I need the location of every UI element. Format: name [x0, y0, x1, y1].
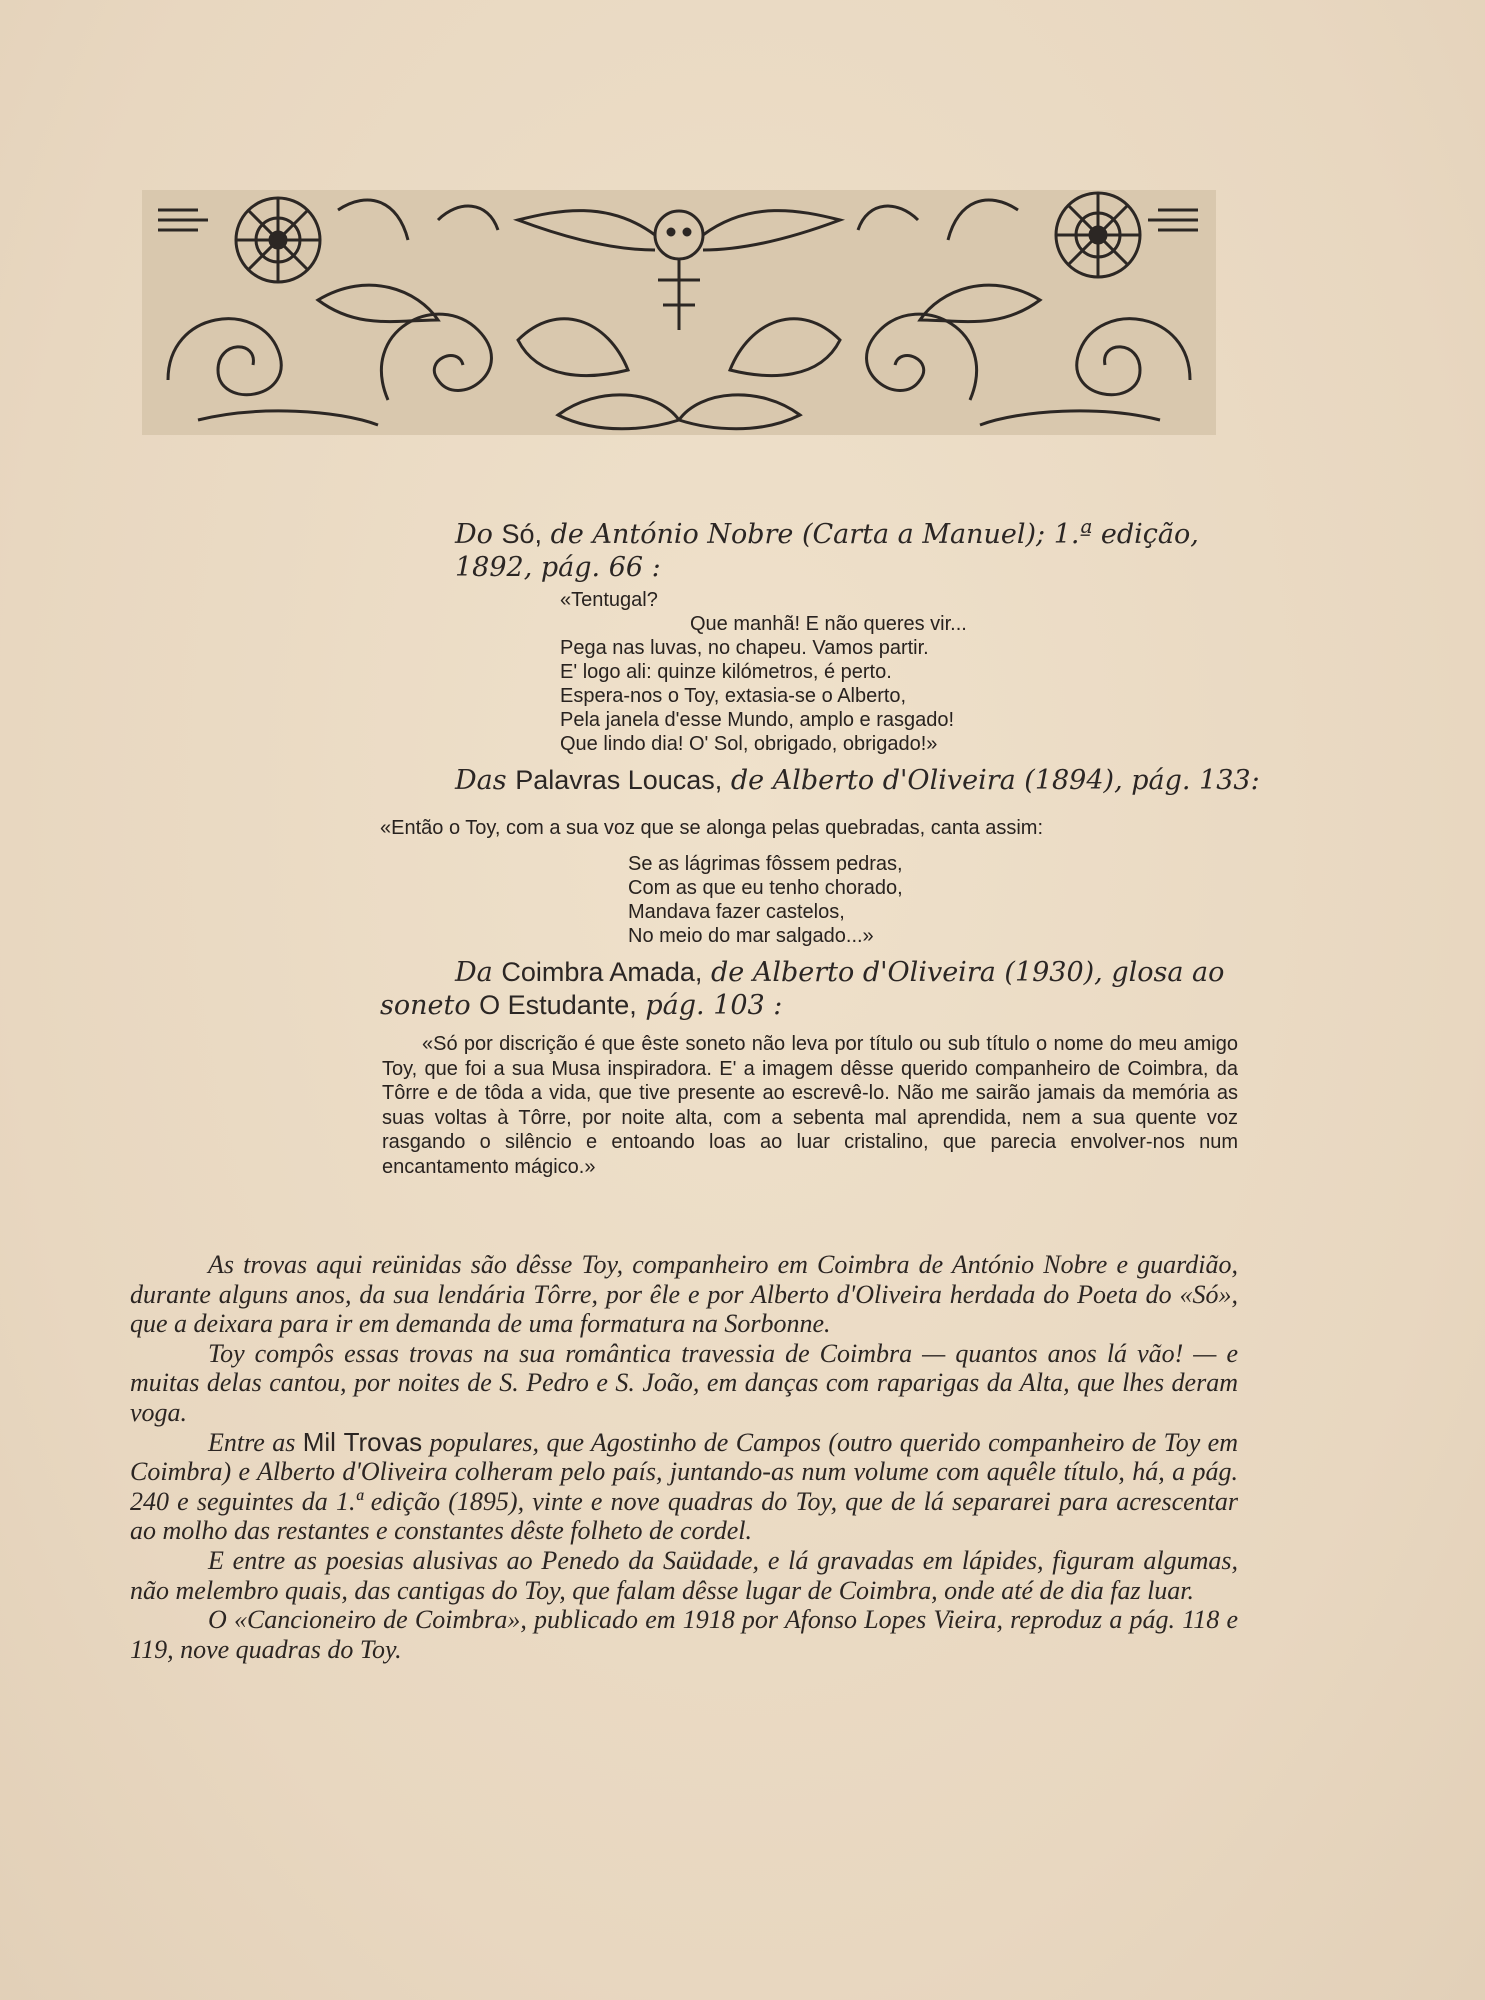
paragraph: Toy compôs essas trovas na sua romântica travessia de Coimbra — quantos anos lá vão! — e muitas delas cantou, por noites de S. Pedro e S. João, em danças com raparigas da Alta, que lhes deram voga.: [130, 1338, 1238, 1427]
paragraph: As trovas aqui reünidas são dêsse Toy, companheiro em Coimbra de António Nobre e guardião, durante alguns anos, da sua lendária Tôrre, por êle e por Alberto d'Oliveira herdada do Poeta do «Só», que a deixara para ir em demanda de uma formatura na Sorbonne.: [130, 1250, 1238, 1339]
verse-line: Com as que eu tenho chorado,: [628, 877, 903, 899]
verse-line: Que lindo dia! O' Sol, obrigado, obrigado!»: [560, 733, 938, 755]
quote3-text: «Só por discrição é que êste soneto não leva por título ou sub título o nome do meu amigo Toy, que foi a sua Musa inspiradora. E' a imagem dêsse querido companheiro de Coimbra, da Tôrre e de tôda a vida, que tive presente ao escrevê-lo. Não me sairão jamais da memória as suas voltas à Tôrre, por noite alta, com a sebenta mal aprendida, nem a sua quente voz rasgando o silêncio e entoando loas ao luar cristalino, que parecia envolver-nos num encantamento mágico.»: [382, 1033, 1238, 1178]
quote1-heading: Do Só, de António Nobre (Carta a Manuel); 1.ª edição, 1892, pág. 66 :: [455, 519, 1199, 583]
verse-line: Pega nas luvas, no chapeu. Vamos partir.: [560, 637, 929, 659]
quote1-verse: [560, 588, 1080, 756]
quote2-heading: Das Palavras Loucas, de Alberto d'Oliveira (1894), pág. 133:: [455, 765, 1260, 796]
verse-line: No meio do mar salgado...»: [628, 925, 874, 947]
quote2-intro: «Então o Toy, com a sua voz que se alonga pelas quebradas, canta assim:: [380, 817, 1044, 839]
paragraph: O «Cancioneiro de Coimbra», publicado em 1918 por Afonso Lopes Vieira, reproduz a pág. 118 e 119, nove quadras do Toy.: [130, 1605, 1238, 1664]
quote2-verse: [628, 852, 1088, 948]
verse-line: Mandava fazer castelos,: [628, 901, 845, 923]
paragraph: E entre as poesias alusivas ao Penedo da Saüdade, e lá gravadas em lápides, figuram algumas, não melembro quais, das cantigas do Toy, que falam dêsse lugar de Coimbra, onde até de dia faz luar.: [130, 1545, 1238, 1605]
quote3-heading: Da Coimbra Amada, de Alberto d'Oliveira (1930), glosa ao soneto O Estudante, pág. 103 :: [380, 957, 1225, 1021]
paragraph: Entre as Mil Trovas populares, que Agostinho de Campos (outro querido companheiro de Toy em Coimbra) e Alberto d'Oliveira colheram pelo país, juntando-as num volume com aquêle título, há, a pág. 240 e seguintes da 1.ª edição (1895), vinte e nove quadras do Toy, que de lá separarei para acrescentar ao molho das restantes e constantes dêste folheto de cordel.: [130, 1426, 1239, 1546]
verse-line: «Tentugal?: [560, 589, 658, 611]
verse-line: Se as lágrimas fôssem pedras,: [628, 853, 903, 875]
main-text: [130, 1250, 1238, 1664]
verse-line: Pela janela d'esse Mundo, amplo e rasgado!: [560, 709, 955, 731]
verse-line: Que manhã! E não queres vir...: [690, 613, 967, 635]
verse-line: E' logo ali: quinze kilómetros, é perto.: [560, 661, 892, 683]
floral-angel-ornament-icon: [138, 180, 1220, 445]
verse-line: Espera-nos o Toy, extasia-se o Alberto,: [560, 685, 907, 707]
